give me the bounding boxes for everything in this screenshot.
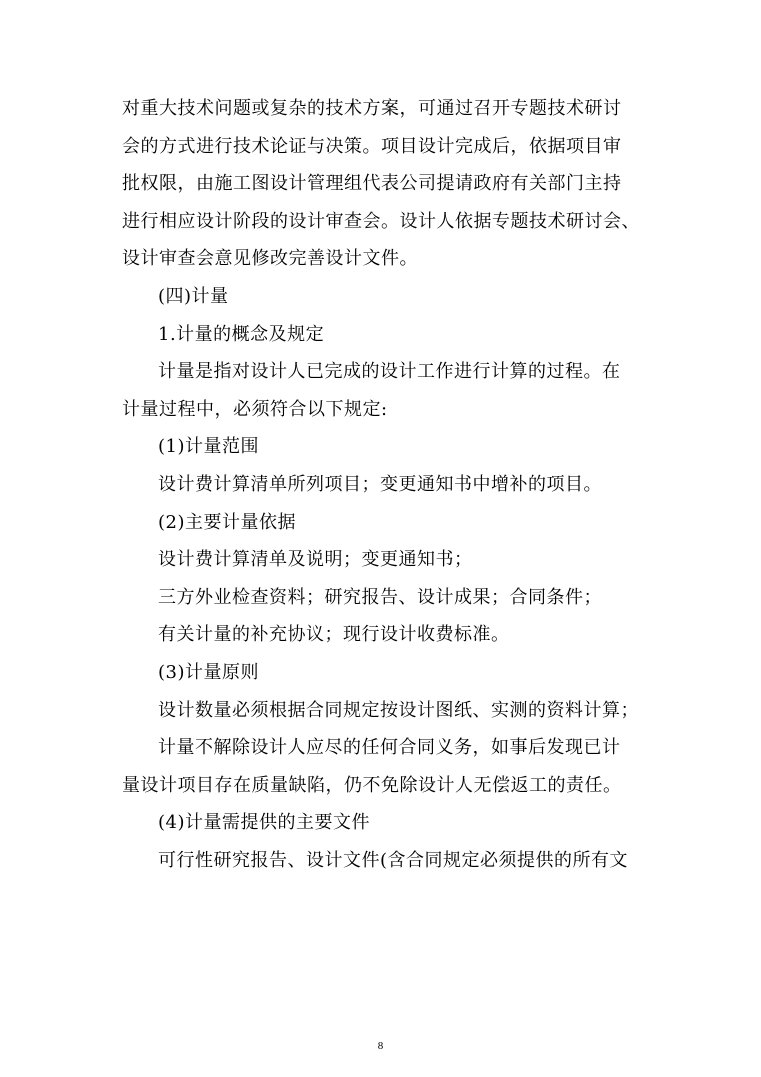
document-body (122, 90, 642, 879)
text-line: 会的方式进行技术论证与决策。项目设计完成后，依据项目审 (122, 135, 622, 157)
page-number: 8 (377, 1040, 384, 1052)
text-line: (2)主要计量依据 (158, 511, 296, 533)
text-line: 有关计量的补充协议；现行设计收费标准。 (158, 624, 510, 646)
text-line: 批权限，由施工图设计管理组代表公司提请政府有关部门主持 (122, 173, 622, 195)
text-line: 对重大技术问题或复杂的技术方案，可通过召开专题技术研讨 (122, 98, 622, 119)
text-line: 设计数量必须根据合同规定按设计图纸、实测的资料计算； (158, 699, 639, 721)
text-line: 可行性研究报告、设计文件(含合同规定必须提供的所有文 (158, 849, 629, 871)
text-line: 设计审查会意见修改完善设计文件。 (122, 248, 418, 270)
text-line: 1.计量的概念及规定 (158, 323, 325, 345)
text-line: (4)计量需提供的主要文件 (158, 812, 370, 834)
text-line: 进行相应设计阶段的设计审查会。设计人依据专题技术研讨会、 (122, 210, 640, 232)
text-line: 量设计项目存在质量缺陷，仍不免除设计人无偿返工的责任。 (122, 774, 622, 796)
text-line: (3)计量原则 (158, 661, 259, 683)
text-line: 三方外业检查资料；研究报告、设计成果；合同条件； (158, 586, 602, 608)
text-line: 计量不解除设计人应尽的任何合同义务，如事后发现已计 (158, 737, 621, 759)
text-line: 计量是指对设计人已完成的设计工作进行计算的过程。在 (158, 361, 621, 383)
text-line: (1)计量范围 (158, 436, 259, 458)
text-line: (四)计量 (158, 285, 229, 307)
text-line: 设计费计算清单及说明；变更通知书； (158, 549, 473, 571)
text-line: 设计费计算清单所列项目；变更通知书中增补的项目。 (158, 473, 602, 495)
text-line: 计量过程中，必须符合以下规定: (122, 398, 388, 420)
